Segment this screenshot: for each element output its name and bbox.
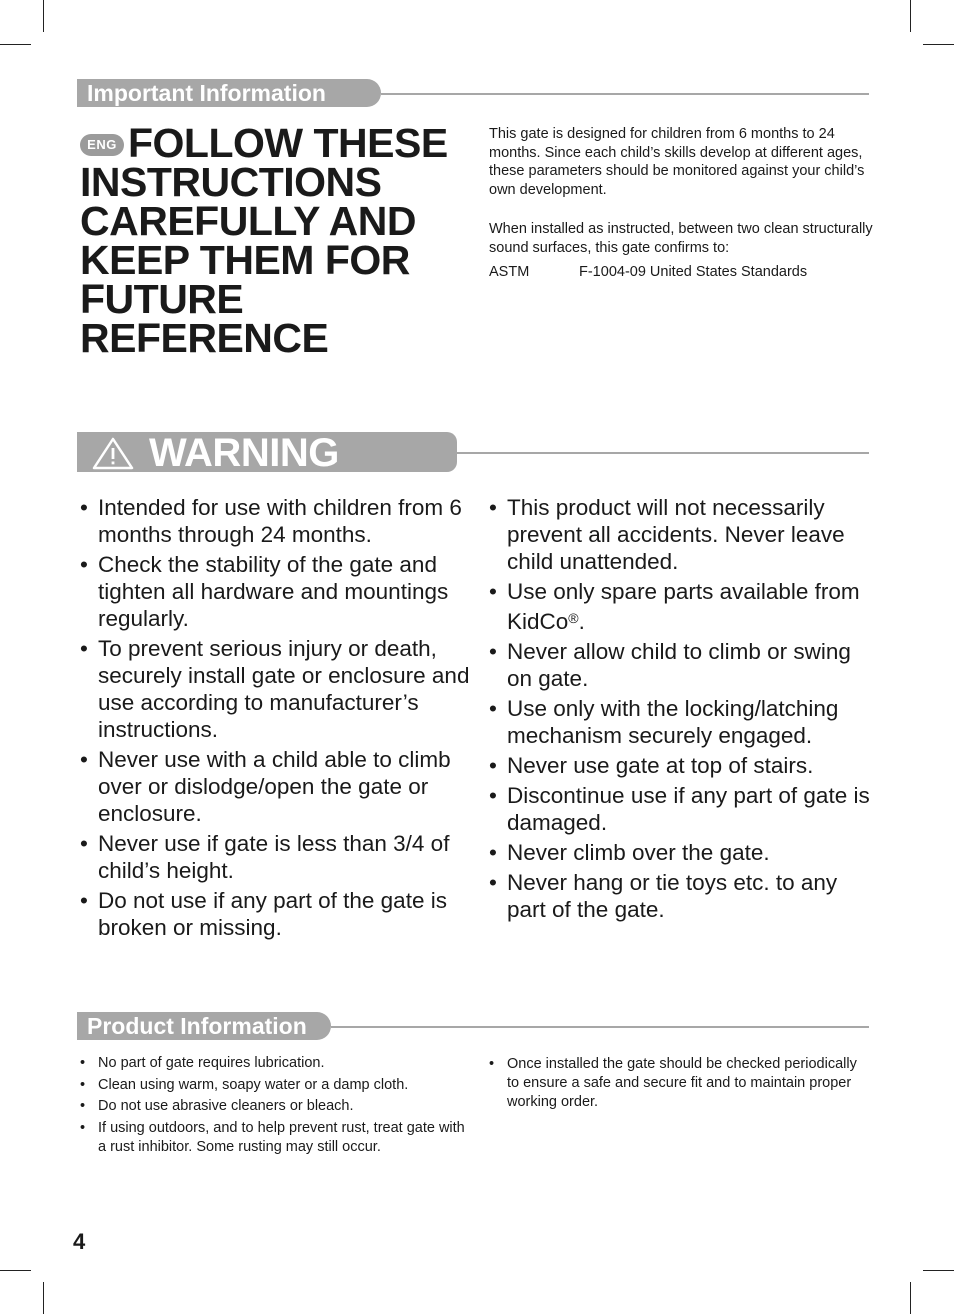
crop-mark: [0, 44, 31, 45]
warning-title: WARNING: [149, 431, 339, 475]
standard-label: ASTM: [489, 264, 530, 280]
list-item: • Never use gate at top of stairs.: [489, 752, 874, 779]
crop-mark: [923, 44, 954, 45]
crop-mark: [43, 0, 44, 32]
list-item: • Clean using warm, soapy water or a damp cloth.: [77, 1076, 472, 1095]
list-item: [489, 578, 874, 635]
product-list-left: [77, 1054, 472, 1159]
page-title-text: FOLLOW THESE INSTRUCTIONS CAREFULLY AND KEEP THEM FOR FUTURE REFERENCE: [80, 120, 448, 361]
section-title: Important Information: [77, 79, 381, 107]
list-item: • To prevent serious injury or death, securely install gate or enclosure and use according to manufacturer’s instructions.: [80, 635, 475, 743]
warning-list-left: [80, 494, 475, 944]
list-item: • Do not use if any part of the gate is broken or missing.: [80, 887, 475, 941]
list-item: • This product will not necessarily prevent all accidents. Never leave child unattended.: [489, 494, 874, 575]
list-item: • Once installed the gate should be checked periodically to ensure a safe and secure fit and to maintain proper working order.: [486, 1055, 871, 1112]
list-item: • Intended for use with children from 6 months through 24 months.: [80, 494, 475, 548]
product-list-right: [486, 1055, 871, 1115]
warning-list-right: [489, 494, 874, 926]
list-item: • Discontinue use if any part of gate is damaged.: [489, 782, 874, 836]
language-badge: ENG: [80, 134, 124, 156]
section-title: Product Information: [77, 1012, 331, 1040]
list-item: • Never climb over the gate.: [489, 839, 874, 866]
list-item: • Never hang or tie toys etc. to any part of the gate.: [489, 869, 874, 923]
list-item-text: Use only spare parts available from KidCo: [507, 579, 860, 634]
crop-mark: [43, 1282, 44, 1314]
list-item: • No part of gate requires lubrication.: [77, 1054, 472, 1073]
list-item: • Never use if gate is less than 3/4 of child’s height.: [80, 830, 475, 884]
divider: [457, 452, 869, 454]
intro-text: [489, 125, 874, 257]
divider: [331, 1026, 869, 1028]
intro-paragraph: When installed as instructed, between two clean structurally sound surfaces, this gate confirms to:: [489, 221, 873, 256]
standard-value: F-1004-09 United States Standards: [579, 264, 808, 280]
crop-mark: [910, 1282, 911, 1314]
registered-mark: ®: [568, 610, 579, 626]
list-item: • Do not use abrasive cleaners or bleach.: [77, 1097, 472, 1116]
product-information-header: [77, 1012, 869, 1040]
page-title: [80, 120, 480, 361]
warning-triangle-icon: [92, 436, 134, 470]
divider: [381, 93, 869, 95]
important-information-header: [77, 79, 869, 107]
list-item: • If using outdoors, and to help prevent rust, treat gate with a rust inhibitor. Some rusting may still occur.: [77, 1119, 472, 1157]
page-number: 4: [73, 1229, 86, 1254]
list-item: • Use only with the locking/latching mechanism securely engaged.: [489, 695, 874, 749]
list-item-end: .: [578, 609, 585, 634]
list-item: • Never use with a child able to climb over or dislodge/open the gate or enclosure.: [80, 746, 475, 827]
list-item: • Check the stability of the gate and tighten all hardware and mountings regularly.: [80, 551, 475, 632]
crop-mark: [910, 0, 911, 32]
standard-line: [489, 263, 807, 282]
list-item: • Never allow child to climb or swing on gate.: [489, 638, 874, 692]
crop-mark: [923, 1270, 954, 1271]
crop-mark: [0, 1270, 31, 1271]
intro-paragraph: This gate is designed for children from 6 months to 24 months. Since each child’s skills develop at different ages, these parameters should be monitored against your child’s own development.: [489, 126, 865, 198]
